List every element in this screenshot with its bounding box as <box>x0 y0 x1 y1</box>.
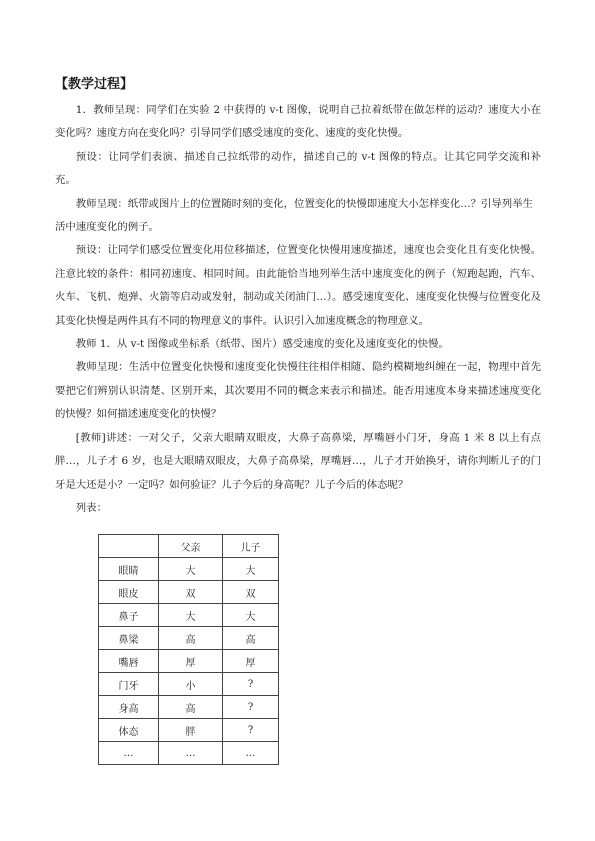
table-header-row <box>99 535 279 558</box>
paragraph: 教师呈现：生活中位置变化快慢和速度变化快慢往往相伴相随、隐约模糊地纠缠在一起，物理中首先要把它们辨别认识清楚、区别开来，其次要用不同的概念来表示和描述。能否用速度本身来描述速度变化的快慢？如何描述速度变化的快慢？ <box>55 361 541 421</box>
paragraph: 预设：让同学们感受位置变化用位移描述，位置变化快慢用速度描述，速度也会变化且有变化快慢。注意比较的条件：相同初速度、相同时间。由此能恰当地列举生活中速度变化的例子（短跑起跑，汽车、火车、飞机、炮弹、火箭等启动或发射，制动或关闭油门…）。感受速度变化、速度变化快慢与位置变化及其变化快慢是两件具有不同的物理意义的事件。认识引入加速度概念的物理意义。 <box>55 244 541 327</box>
table-row <box>99 604 279 627</box>
table-cell: … <box>99 742 159 765</box>
table-cell: 小 <box>159 673 223 696</box>
table-cell: 眼皮 <box>99 581 159 604</box>
table-caption: 列表： <box>75 501 107 514</box>
table-cell: 高 <box>159 696 223 719</box>
comparison-table <box>98 534 279 765</box>
paragraph: 1．教师呈现：同学们在实验 2 中获得的 v-t 图像，说明自己拉着纸带在做怎样的运动？速度大小在变化吗？速度方向在变化吗？引导同学们感受速度的变化、速度的变化快慢。 <box>55 104 541 140</box>
table-cell: … <box>223 742 279 765</box>
paragraph: [教师]讲述：一对父子，父亲大眼睛双眼皮，大鼻子高鼻梁，厚嘴唇小门牙，身高 1 米 8 以上有点胖…，儿子才 6 岁，也是大眼睛双眼皮，大鼻子高鼻梁，厚嘴唇…，儿子才开始换牙，请你判断儿子的门牙是大还是小？一定吗？如何验证？儿子今后的身高呢？儿子今后的体态呢？ <box>55 431 541 491</box>
table-cell: 大 <box>159 604 223 627</box>
table-row <box>99 627 279 650</box>
table-cell: 身高 <box>99 696 159 719</box>
paragraph: 教师呈现：纸带或图片上的位置随时刻的变化，位置变化的快慢即速度大小怎样变化…？引导列举生活中速度变化的例子。 <box>55 197 533 234</box>
table-header-cell <box>99 535 159 558</box>
table-cell: 高 <box>159 627 223 650</box>
table-cell: 体态 <box>99 719 159 742</box>
table-header-cell: 父亲 <box>159 535 223 558</box>
table-cell: ? <box>223 719 279 742</box>
table-row <box>99 558 279 581</box>
table-row <box>99 696 279 719</box>
table-cell: 双 <box>159 581 223 604</box>
table-header-cell: 儿子 <box>223 535 279 558</box>
section-title: 【教学过程】 <box>55 77 134 92</box>
table-row <box>99 581 279 604</box>
body-text <box>55 99 541 520</box>
table-row <box>99 742 279 765</box>
table-cell: 门牙 <box>99 673 159 696</box>
table-cell: 大 <box>223 604 279 627</box>
table-cell: 鼻梁 <box>99 627 159 650</box>
table-cell: 鼻子 <box>99 604 159 627</box>
table-cell: ? <box>223 696 279 719</box>
table-cell: … <box>159 742 223 765</box>
table-row <box>99 673 279 696</box>
table-cell: 眼睛 <box>99 558 159 581</box>
table-cell: 厚 <box>223 650 279 673</box>
table-cell: 大 <box>159 558 223 581</box>
table-cell: 大 <box>223 558 279 581</box>
table-cell: 高 <box>223 627 279 650</box>
paragraph: 预设：让同学们表演、描述自己拉纸带的动作，描述自己的 v-t 图像的特点。让其它同学交流和补充。 <box>55 150 541 187</box>
table-cell: 双 <box>223 581 279 604</box>
table-row <box>99 650 279 673</box>
table-cell: ? <box>223 673 279 696</box>
paragraph: 教师 1．从 v-t 图像或坐标系（纸带、图片）感受速度的变化及速度变化的快慢。 <box>75 338 449 351</box>
table-cell: 胖 <box>159 719 223 742</box>
table-row <box>99 719 279 742</box>
table-cell: 厚 <box>159 650 223 673</box>
table-cell: 嘴唇 <box>99 650 159 673</box>
